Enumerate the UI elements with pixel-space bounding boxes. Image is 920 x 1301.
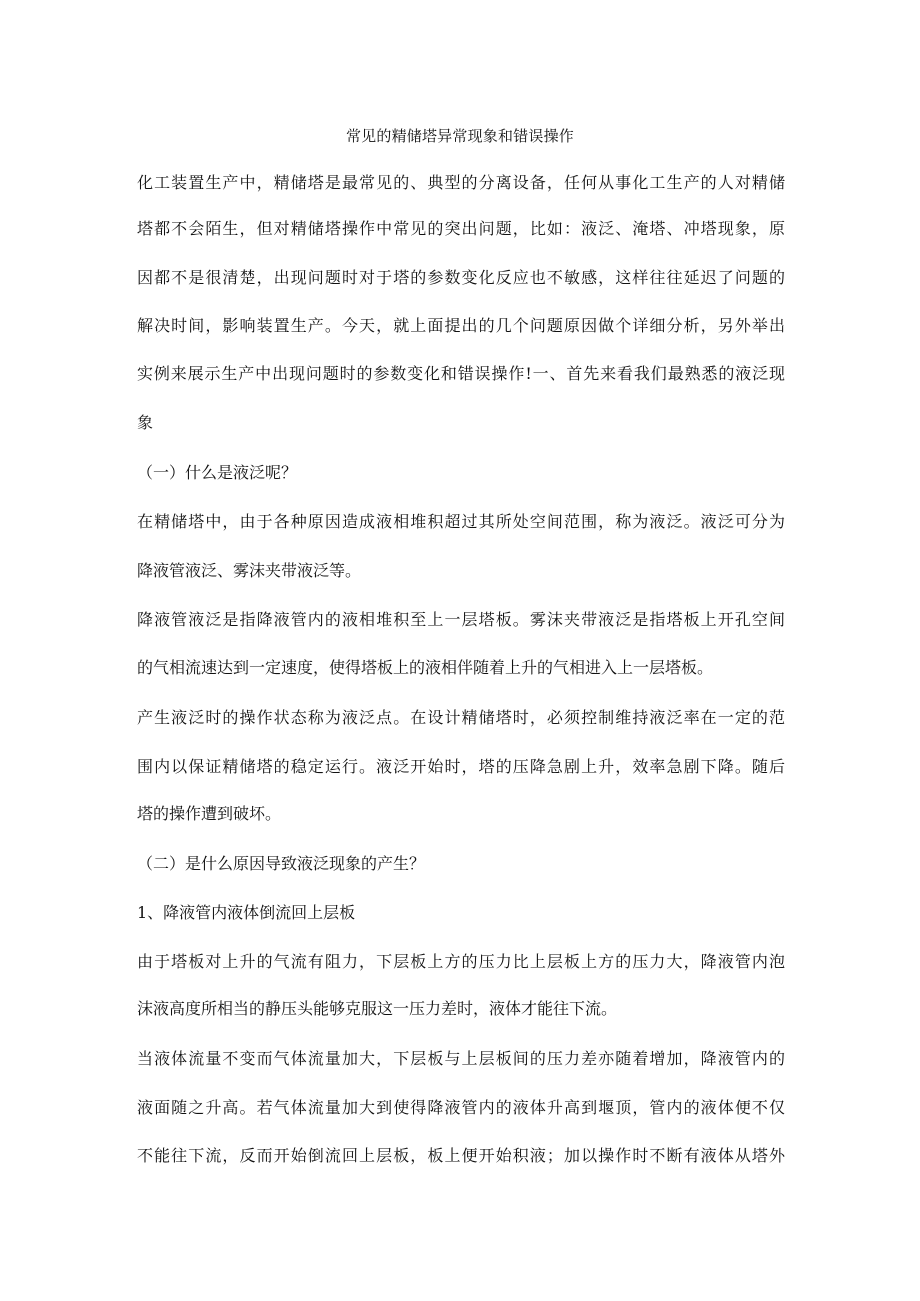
paragraph-line: 液面随之升高。若气体流量加大到使得降液管内的液体升高到堰顶，管内的液体便不仅 — [137, 1098, 785, 1117]
paragraph-line: 不能往下流，反而开始倒流回上层板，板上便开始积液；加以操作时不断有液体从塔外 — [137, 1146, 785, 1165]
paragraph-line: 的气相流速达到一定速度，使得塔板上的液相伴随着上升的气相进入上一层塔板。 — [137, 658, 714, 677]
paragraph-line: 解决时间，影响装置生产。今天，就上面提出的几个问题原因做个详细分析，另外举出 — [137, 316, 785, 335]
section-heading: （一）什么是液泛呢？ — [137, 463, 298, 482]
subsection-heading: 1、降液管内液体倒流回上层板 — [137, 903, 356, 922]
paragraph-line: 降液管液泛、雾沫夹带液泛等。 — [137, 561, 362, 580]
paragraph-line: 化工装置生产中，精储塔是最常见的、典型的分离设备，任何从事化工生产的人对精储 — [137, 173, 785, 192]
paragraph-line: 象 — [137, 413, 154, 432]
paragraph-line: 当液体流量不变而气体流量加大，下层板与上层板间的压力差亦随着增加，降液管内的 — [137, 1049, 785, 1068]
paragraph-line: 塔的操作遭到破坏。 — [137, 804, 282, 823]
paragraph-line: 在精储塔中，由于各种原因造成液相堆积超过其所处空间范围，称为液泛。液泛可分为 — [137, 512, 785, 531]
paragraph-line: 由于塔板对上升的气流有阻力，下层板上方的压力比上层板上方的压力大，降液管内泡 — [137, 952, 785, 971]
paragraph-line: 塔都不会陌生，但对精储塔操作中常见的突出问题，比如：液泛、淹塔、冲塔现象，原 — [137, 219, 785, 238]
paragraph-line: 产生液泛时的操作状态称为液泛点。在设计精储塔时，必须控制维持液泛率在一定的范 — [137, 708, 785, 727]
paragraph-line: 因都不是很清楚，出现问题时对于塔的参数变化反应也不敏感，这样往往延迟了问题的 — [137, 268, 785, 287]
paragraph-line: 沫液高度所相当的静压头能够克服这一压力差时，液体才能往下流。 — [137, 999, 618, 1018]
paragraph-line: 降液管液泛是指降液管内的液相堆积至上一层塔板。雾沫夹带液泛是指塔板上开孔空间 — [137, 610, 785, 629]
document-title: 常见的精储塔异常现象和错误操作 — [345, 127, 574, 145]
section-heading: （二）是什么原因导致液泛现象的产生？ — [137, 854, 426, 873]
paragraph-line: 实例来展示生产中出现问题时的参数变化和错误操作!一、首先来看我们最熟悉的液泛现 — [137, 364, 785, 383]
paragraph-line: 围内以保证精储塔的稳定运行。液泛开始时，塔的压降急剧上升，效率急剧下降。随后 — [137, 757, 785, 776]
